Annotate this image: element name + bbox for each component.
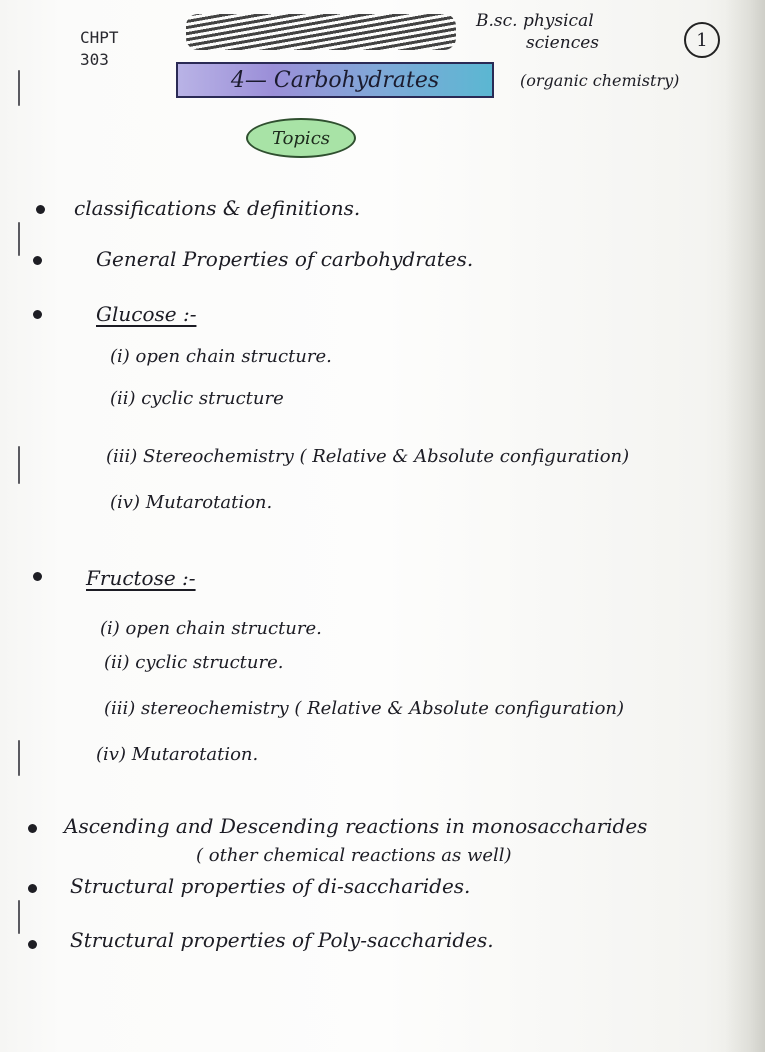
topic-polysaccharides: Structural properties of Poly-saccharides. <box>70 928 494 952</box>
margin-mark <box>18 222 20 256</box>
topic-classifications: classifications & definitions. <box>74 196 361 220</box>
fructose-subitem: (iii) stereochemistry ( Relative & Absolute configuration) <box>104 698 625 719</box>
topic-general-properties: General Properties of carbohydrates. <box>96 247 474 271</box>
fructose-subitem: (iv) Mutarotation. <box>96 744 259 765</box>
course-code-line1: CHPT <box>80 28 119 47</box>
program-line2: sciences <box>526 33 599 53</box>
course-code-line2: 303 <box>80 50 109 69</box>
margin-mark <box>18 70 20 106</box>
bullet-point <box>33 572 42 581</box>
topics-label: Topics <box>271 127 331 149</box>
bullet-point <box>36 205 45 214</box>
page-title: 4— Carbohydrates <box>230 67 440 93</box>
scribbled-out-text <box>186 14 456 50</box>
title-box <box>176 62 494 98</box>
topic-fructose-heading: Fructose :- <box>86 566 196 590</box>
program-line1: B.sc. physical <box>476 11 594 31</box>
glucose-subitem: (iii) Stereochemistry ( Relative & Absolute configuration) <box>106 446 630 467</box>
page-number-circle <box>684 22 720 58</box>
glucose-subitem: (i) open chain structure. <box>110 346 332 367</box>
bullet-point <box>33 256 42 265</box>
topic-disaccharides: Structural properties of di-saccharides. <box>70 874 471 898</box>
bullet-point <box>28 824 37 833</box>
page-number: 1 <box>696 29 708 51</box>
glucose-subitem: (ii) cyclic structure <box>110 388 284 409</box>
subject-label: (organic chemistry) <box>520 71 680 90</box>
course-code <box>80 27 119 71</box>
fructose-subitem: (i) open chain structure. <box>100 618 322 639</box>
topic-ascending-continuation: ( other chemical reactions as well) <box>196 845 512 866</box>
bullet-point <box>28 884 37 893</box>
bullet-point <box>28 940 37 949</box>
fructose-subitem: (ii) cyclic structure. <box>104 652 284 673</box>
bullet-point <box>33 310 42 319</box>
program-label <box>476 10 599 54</box>
margin-mark <box>18 446 20 484</box>
glucose-subitem: (iv) Mutarotation. <box>110 492 273 513</box>
topics-oval <box>246 118 356 158</box>
margin-mark <box>18 740 20 776</box>
topic-ascending-descending: Ascending and Descending reactions in monosaccharides <box>64 814 648 838</box>
page-edge-shadow <box>725 0 765 1052</box>
margin-mark <box>18 900 20 934</box>
topic-glucose-heading: Glucose :- <box>96 302 197 326</box>
